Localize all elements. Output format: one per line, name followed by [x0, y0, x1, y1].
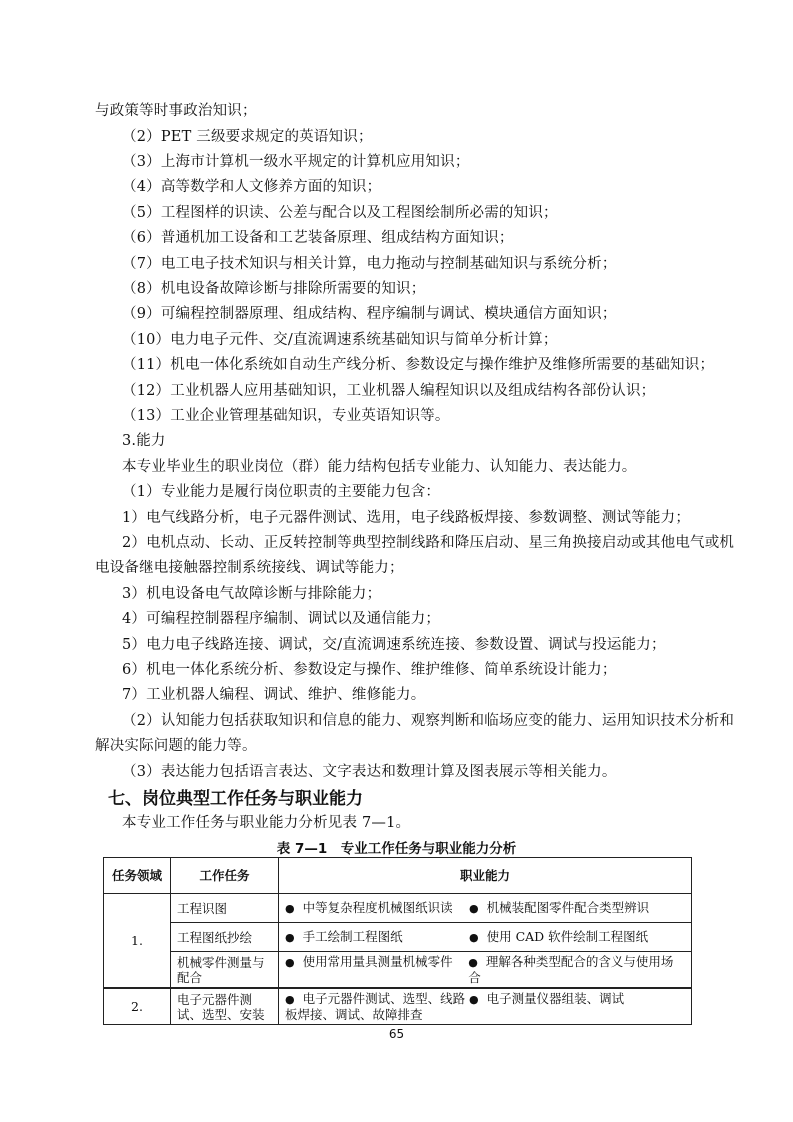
- text-line: 3）机电设备电气故障诊断与排除能力；: [122, 586, 382, 602]
- text-line: （4）高等数学和人文修养方面的知识；: [122, 179, 382, 195]
- table-header-row: [104, 858, 692, 894]
- ability-cell: [279, 894, 692, 923]
- text-line: （2）认知能力包括获取知识和信息的能力、观察判断和临场应变的能力、运用知识技术分析和: [122, 713, 735, 729]
- text-line: （7）电工电子技术知识与相关计算，电力拖动与控制基础知识与系统分析；: [122, 256, 617, 272]
- task-cell: 电子元器件测试、选型、安装: [171, 988, 279, 1025]
- text-line: （11）机电一体化系统如自动生产线分析、参数设定与操作维护及维修所需要的基础知识；: [122, 357, 715, 373]
- task-domain-cell: 2.: [104, 988, 171, 1025]
- text-line: 本专业毕业生的职业岗位（群）能力结构包括专业能力、认知能力、表达能力。: [122, 459, 637, 475]
- text-line: 本专业工作任务与职业能力分析见表 7—1。: [122, 815, 411, 831]
- table-row: [104, 988, 692, 1025]
- section-heading: 七、岗位典型工作任务与职业能力: [108, 789, 363, 809]
- ability-cell: [279, 952, 692, 989]
- table-row: [104, 894, 692, 923]
- text-line: （9）可编程控制器原理、组成结构、程序编制与调试、模块通信方面知识；: [122, 306, 617, 322]
- column-header: 职业能力: [279, 858, 692, 894]
- task-domain-cell: 1.: [104, 894, 171, 989]
- ability-item: ● 机械装配图零件配合类型辨识: [469, 900, 649, 916]
- ability-item: ● 中等复杂程度机械图纸识读: [285, 900, 469, 916]
- task-cell: 工程图纸抄绘: [171, 923, 279, 952]
- table-row: [104, 923, 692, 952]
- task-cell: 工程识图: [171, 894, 279, 923]
- text-line: （5）工程图样的识读、公差与配合以及工程图绘制所必需的知识；: [122, 205, 558, 221]
- ability-item: ● 电子元器件测试、选型、线路板焊接、调试、故障排查: [285, 991, 469, 1022]
- table-row: [104, 952, 692, 989]
- text-line: 4）可编程控制器程序编制、调试以及通信能力；: [122, 611, 441, 627]
- task-cell: 机械零件测量与配合: [171, 952, 279, 989]
- ability-item: ● 使用 CAD 软件绘制工程图纸: [469, 929, 648, 945]
- text-line: 电设备继电接触器控制系统接线、调试等能力；: [95, 560, 404, 576]
- table-caption: 表 7—1 专业工作任务与职业能力分析: [276, 841, 517, 857]
- text-line: 7）工业机器人编程、调试、维护、维修能力。: [122, 687, 426, 703]
- text-line: （1）专业能力是履行岗位职责的主要能力包含：: [122, 484, 441, 500]
- ability-item: ● 电子测量仪器组装、调试: [469, 991, 624, 1022]
- text-line: 6）机电一体化系统分析、参数设定与操作、维护维修、简单系统设计能力；: [122, 662, 617, 678]
- competency-table: [103, 857, 692, 1025]
- text-line: 1）电气线路分析，电子元器件测试、选用，电子线路板焊接、参数调整、测试等能力；: [122, 510, 691, 526]
- ability-item: ● 理解各种类型配合的含义与使用场合: [468, 954, 685, 985]
- text-line: （3）表达能力包括语言表达、文字表达和数理计算及图表展示等相关能力。: [122, 764, 617, 780]
- page-number: 65: [388, 1027, 405, 1041]
- text-line: 2）电机点动、长动、正反转控制等典型控制线路和降压启动、星三角换接启动或其他电气或机: [122, 535, 735, 551]
- ability-item: ● 手工绘制工程图纸: [285, 929, 469, 945]
- text-line: （2）PET 三级要求规定的英语知识；: [122, 129, 373, 145]
- ability-cell: [279, 988, 692, 1025]
- column-header: 工作任务: [171, 858, 279, 894]
- text-line: （13）工业企业管理基础知识，专业英语知识等。: [122, 408, 450, 424]
- column-header: 任务领域: [104, 858, 171, 894]
- subsection-heading: 3.能力: [122, 433, 166, 449]
- text-line: （12）工业机器人应用基础知识，工业机器人编程知识以及组成结构各部份认识；: [122, 383, 656, 399]
- text-line: （10）电力电子元件、交/直流调速系统基础知识与简单分析计算；: [122, 332, 558, 348]
- text-line: 解决实际问题的能力等。: [95, 738, 257, 754]
- ability-item: ● 使用常用量具测量机械零件: [285, 954, 468, 985]
- text-line: 5）电力电子线路连接、调试，交/直流调速系统连接、参数设置、调试与投运能力；: [122, 637, 666, 653]
- text-line: 与政策等时事政治知识；: [95, 103, 257, 119]
- text-line: （6）普通机加工设备和工艺装备原理、组成结构方面知识；: [122, 230, 514, 246]
- text-line: （3）上海市计算机一级水平规定的计算机应用知识；: [122, 154, 470, 170]
- text-line: （8）机电设备故障诊断与排除所需要的知识；: [122, 281, 426, 297]
- ability-cell: [279, 923, 692, 952]
